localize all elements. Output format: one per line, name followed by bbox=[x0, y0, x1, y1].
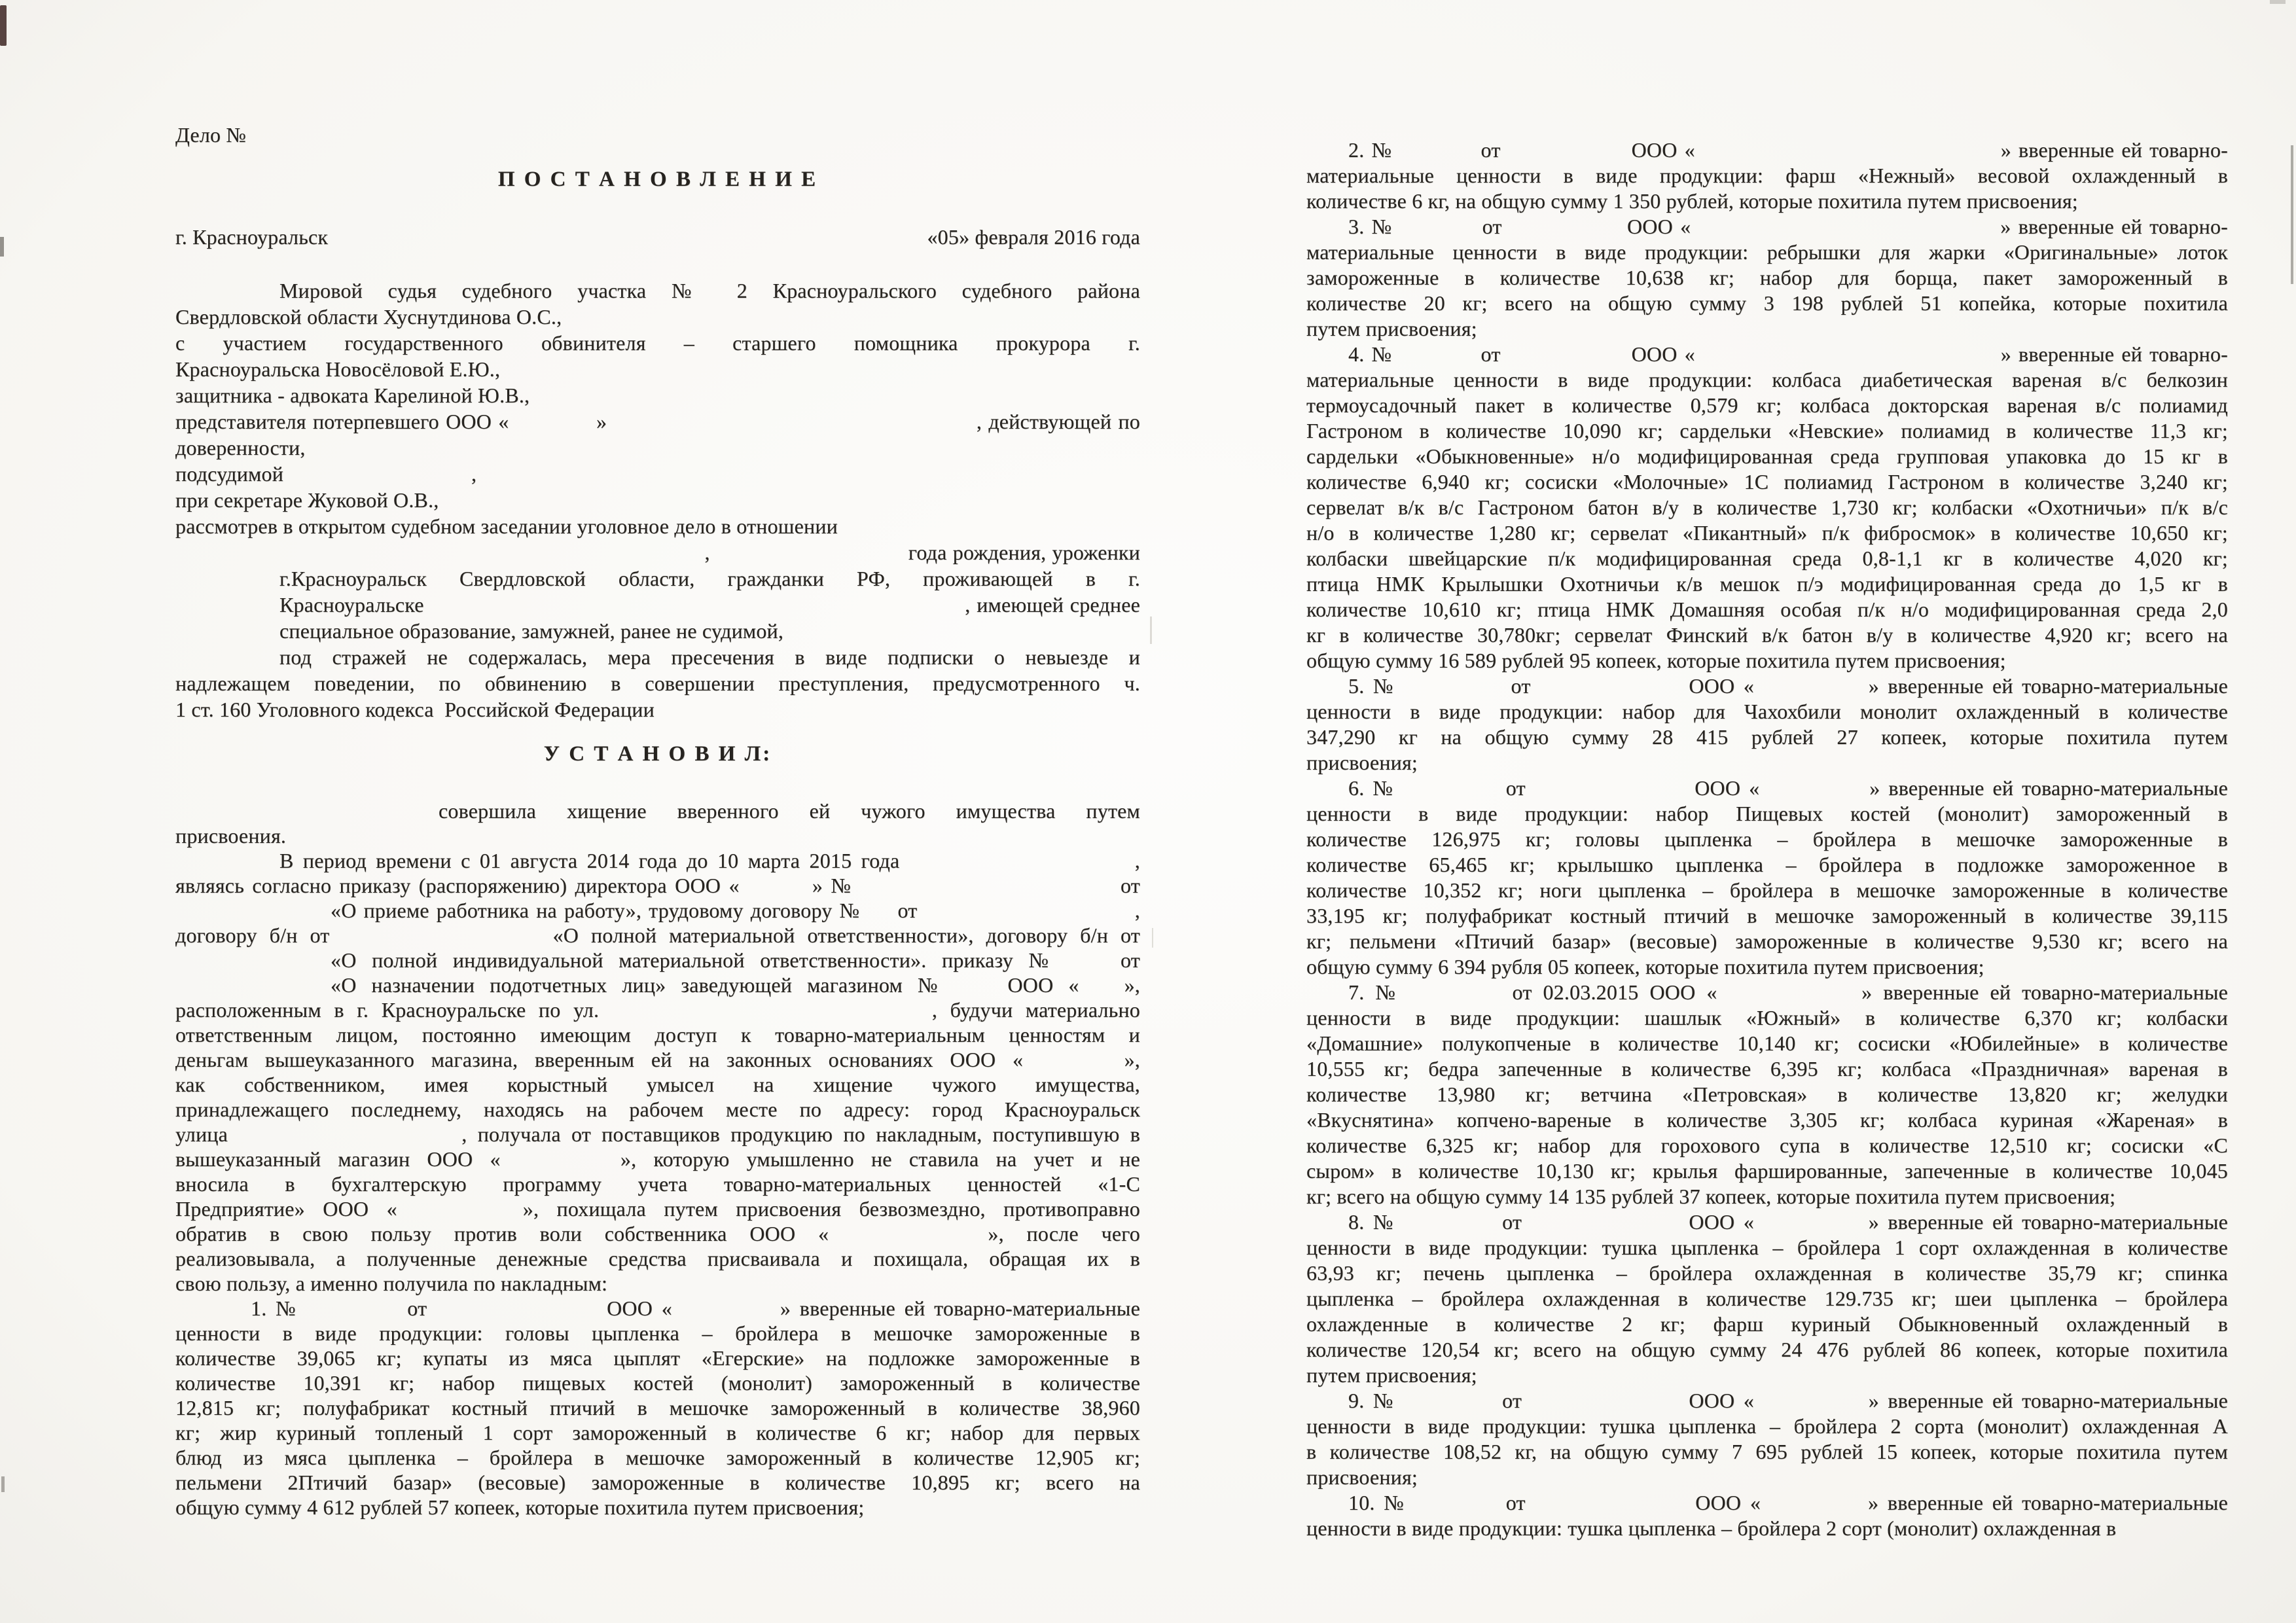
text-line: обратив в свою пользу против воли собственника ООО « », после чего bbox=[175, 1222, 1140, 1245]
text-line: кг в количестве 30,780кг; сервелат Финский в/к батон в/у в количестве 4,920 кг; всего на bbox=[1306, 623, 2228, 647]
text-line: расположенным в г. Красноуральске по ул. , будучи материально bbox=[175, 998, 1140, 1022]
scan-artifact-fold bbox=[1152, 928, 1153, 948]
text-line: общую сумму 6 394 рубля 05 копеек, которые похитила путем присвоения; bbox=[1306, 955, 1984, 978]
text-line: Гастроном в количестве 10,090 кг; сардельки «Невские» полиамид в количестве 11,3 кг; bbox=[1306, 419, 2228, 442]
place-label: г. Красноуральск bbox=[175, 225, 329, 249]
text-line: количестве 10,391 кг; набор пищевых костей (монолит) замороженный в количестве bbox=[175, 1371, 1140, 1395]
text-line: количестве 13,980 кг; ветчина «Петровская» в количестве 13,820 кг; желудки bbox=[1306, 1082, 2228, 1106]
text-line: 12,815 кг; полуфабрикат костный птичий в мешочке замороженный в количестве 38,960 bbox=[175, 1396, 1140, 1419]
text-line: Красноуральске , имеющей среднее bbox=[279, 593, 1140, 616]
text-line: блюд из мяса цыпленка – бройлера в мешочке замороженный в количестве 12,905 кг; bbox=[175, 1446, 1140, 1469]
text-line: «О назначении подотчетных лиц» заведующей магазином № ООО « », bbox=[331, 973, 1140, 997]
text-line: ценности в виде продукции: набор Пищевых костей (монолит) замороженный в bbox=[1306, 802, 2228, 825]
text-line: н/о в количестве 1,280 кг; сервелат «Пикантный» п/к фибросмок» в количестве 10,650 кг; bbox=[1306, 521, 2228, 544]
scan-artifact-left-mid bbox=[0, 237, 4, 257]
text-line: деньгам вышеуказанного магазина, вверенным ей на законных основаниях ООО « », bbox=[175, 1048, 1140, 1071]
scan-artifact-right-edge bbox=[2291, 145, 2293, 284]
text-line: г.Красноуральск Свердловской области, гражданки РФ, проживающей в г. bbox=[279, 567, 1140, 590]
scan-artifact-top-right bbox=[2270, 0, 2286, 4]
text-line: ценности в виде продукции: тушка цыпленка – бройлера 1 сорт охлажденная в количестве bbox=[1306, 1236, 2228, 1259]
text-line: термоусадочный пакет в количестве 0,579 кг; колбаса докторская вареная в/с полиамид bbox=[1306, 393, 2228, 417]
text-line: при секретаре Жуковой О.В., bbox=[175, 488, 439, 512]
text-line: ценности в виде продукции: головы цыпленка – бройлера в мешочке замороженные в bbox=[175, 1321, 1140, 1345]
text-line: ценности в виде продукции: тушка цыпленка – бройлера 2 сорта (монолит) охлажденная А bbox=[1306, 1414, 2228, 1438]
text-line: количестве 20 кг; всего на общую сумму 3 198 рублей 51 копейка, которые похитила bbox=[1306, 291, 2228, 315]
page-left-lines bbox=[175, 122, 1140, 1520]
text-line: материальные ценности в виде продукции: колбаса диабетическая вареная в/с белкозин bbox=[1306, 368, 2228, 391]
text-line: реализовывала, а полученные денежные средства присваивала и похищала, обращая их в bbox=[175, 1247, 1140, 1270]
text-line: вышеуказанный магазин ООО « », которую умышленно не ставила на учет и не bbox=[175, 1147, 1140, 1171]
text-line: количестве 10,352 кг; ноги цыпленка – бройлера в мешочке замороженные в количестве bbox=[1306, 878, 2228, 902]
invoice-item-9: 9. № от ООО « » вверенные ей товарно-материальные bbox=[1348, 1389, 2228, 1412]
invoice-item-7: 7. № от 02.03.2015 ООО « » вверенные ей товарно-материальные bbox=[1348, 980, 2228, 1004]
place-date-line bbox=[175, 224, 1140, 250]
invoice-item-2: 2. № от ООО « » вверенные ей товарно- bbox=[1348, 138, 2228, 162]
invoice-item-1: 1. № от ООО « » вверенные ей товарно-материальные bbox=[251, 1296, 1140, 1320]
text-line: количестве 126,975 кг; головы цыпленка – бройлера в мешочке замороженные в bbox=[1306, 827, 2228, 851]
invoice-item-5: 5. № от ООО « » вверенные ей товарно-материальные bbox=[1348, 674, 2228, 698]
text-line: свою пользу, а именно получила по накладным: bbox=[175, 1272, 608, 1295]
page-right-lines bbox=[1306, 137, 2228, 1541]
text-line: 347,290 кг на общую сумму 28 415 рублей 27 копеек, которые похитила путем bbox=[1306, 725, 2228, 749]
text-line: «О полной индивидуальной материальной ответственности». приказу № от bbox=[331, 948, 1140, 972]
text-line: сыром» в количестве 10,130 кг; крылья фаршированные, запеченные в количестве 10,045 bbox=[1306, 1159, 2228, 1183]
text-line: принадлежащего последнему, находясь на рабочем месте по адресу: город Красноуральск bbox=[175, 1097, 1140, 1121]
text-line: 1 ст. 160 Уголовного кодекса Российской Федерации bbox=[175, 698, 655, 721]
invoice-item-4: 4. № от ООО « » вверенные ей товарно- bbox=[1348, 342, 2228, 366]
text-line: замороженные в количестве 10,638 кг; набор для борща, пакет замороженный в bbox=[1306, 266, 2228, 289]
text-line: сервелат в/к в/с Гастроном батон в/у в количестве 1,730 кг; колбаски «Охотничьи» п/к в/с bbox=[1306, 495, 2228, 519]
document-title: П О С Т А Н О В Л Е Н И Е bbox=[497, 168, 818, 191]
text-line: «Вкуснятина» копчено-вареные в количестве 3,305 кг; колбаса куриная «Жареная» в bbox=[1306, 1108, 2228, 1132]
date-label: «05» февраля 2016 года bbox=[927, 225, 1140, 249]
page-right bbox=[1306, 137, 2228, 1541]
page-left bbox=[175, 122, 1140, 1520]
text-line: в количестве 108,52 кг, на общую сумму 7 695 рублей 15 копеек, которые похитила путем bbox=[1306, 1440, 2228, 1463]
text-line: «О приеме работника на работу», трудовому договору № от , bbox=[331, 899, 1140, 922]
text-line: , года рождения, уроженки bbox=[175, 541, 1140, 564]
text-line: являясь согласно приказу (распоряжению) директора ООО « » № от bbox=[175, 874, 1140, 897]
text-line: под стражей не содержалась, мера пресечения в виде подписки о невыезде и bbox=[279, 645, 1140, 669]
text-line: доверенности, bbox=[175, 436, 306, 459]
text-line: количестве 39,065 кг; купаты из мяса цыплят «Егерские» на подложке замороженные в bbox=[175, 1346, 1140, 1370]
text-line: рассмотрев в открытом судебном заседании уголовное дело в отношении bbox=[175, 514, 838, 538]
text-line: 63,93 кг; печень цыпленка – бройлера охлажденная в количестве 35,79 кг; спинка bbox=[1306, 1261, 2228, 1285]
text-line: В период времени с 01 августа 2014 года до 10 марта 2015 года , bbox=[279, 849, 1140, 872]
text-line: специальное образование, замужней, ранее не судимой, bbox=[279, 619, 784, 643]
text-line: количестве 6,325 кг; набор для горохового супа в количестве 12,510 кг; сосиски «С bbox=[1306, 1133, 2228, 1157]
text-line: Предприятие» ООО « », похищала путем присвоения безвозмездно, противоправно bbox=[175, 1197, 1140, 1221]
invoice-item-6: 6. № от ООО « » вверенные ей товарно-материальные bbox=[1348, 776, 2228, 800]
text-line: количестве 6 кг, на общую сумму 1 350 рублей, которые похитила путем присвоения; bbox=[1306, 189, 2078, 213]
text-line: защитника - адвоката Карелиной Ю.В., bbox=[175, 383, 530, 407]
scan-artifact-left-bottom bbox=[1, 1476, 5, 1492]
invoice-item-10: 10. № от ООО « » вверенные ей товарно-материальные bbox=[1348, 1491, 2228, 1514]
text-line: присвоения; bbox=[1306, 1465, 1418, 1489]
text-line: ответственным лицом, постоянно имеющим доступ к товарно-материальным ценностям и bbox=[175, 1023, 1140, 1046]
scan-artifact-fold bbox=[1150, 616, 1152, 644]
text-line: Красноуральска Новосёловой Е.Ю., bbox=[175, 357, 501, 381]
text-line: надлежащем поведении, по обвинению в совершении преступления, предусмотренного ч. bbox=[175, 671, 1140, 695]
text-line: количестве 120,54 кг; всего на общую сумму 24 476 рублей 86 копеек, которые похитила bbox=[1306, 1338, 2228, 1361]
text-line: присвоения. bbox=[175, 824, 287, 847]
text-line: цыпленка – бройлера охлажденная в количестве 129.735 кг; шеи цыпленка – бройлера bbox=[1306, 1287, 2228, 1310]
text-line: материальные ценности в виде продукции: фарш «Нежный» весовой охлажденный в bbox=[1306, 164, 2228, 187]
text-line: ценности в виде продукции: шашлык «Южный» в количестве 6,370 кг; колбаски bbox=[1306, 1006, 2228, 1029]
text-line: количестве 10,610 кг; птица НМК Домашняя особая п/к н/о модифицированная среда 2,0 bbox=[1306, 597, 2228, 621]
invoice-item-8: 8. № от ООО « » вверенные ей товарно-материальные bbox=[1348, 1210, 2228, 1234]
text-line: договору б/н от «О полной материальной ответственности», договору б/н от bbox=[175, 923, 1140, 947]
text-line: пельмени 2Птичий базар» (весовые) замороженные в количестве 10,895 кг; всего на bbox=[175, 1471, 1140, 1494]
invoice-item-3: 3. № от ООО « » вверенные ей товарно- bbox=[1348, 215, 2228, 238]
text-line: кг; пельмени «Птичий базар» (весовые) замороженные в количестве 9,530 кг; всего на bbox=[1306, 929, 2228, 953]
text-line: 10,555 кг; бедра запеченные в количестве 6,395 кг; колбаса «Праздничная» вареная в bbox=[1306, 1057, 2228, 1080]
text-line: с участием государственного обвинителя – старшего помощника прокурора г. bbox=[175, 331, 1140, 355]
text-line: количестве 65,465 кг; крылышко цыпленка – бройлера в подложке замороженное в bbox=[1306, 853, 2228, 876]
text-line: ценности в виде продукции: набор для Чахохбили монолит охлажденный в количестве bbox=[1306, 700, 2228, 723]
text-line: кг; всего на общую сумму 14 135 рублей 37 копеек, которые похитила путем присвоения; bbox=[1306, 1185, 2116, 1208]
text-line: кг; жир куриный топленый 1 сорт замороженный в количестве 6 кг; набор для первых bbox=[175, 1421, 1140, 1444]
text-line: сардельки «Обыкновенные» н/о модифицированная среда групповая упаковка до 15 кг в bbox=[1306, 444, 2228, 468]
text-line: «Домашние» полукопченые в количестве 10,140 кг; сосиски «Юбилейные» в количестве bbox=[1306, 1031, 2228, 1055]
text-line: 33,195 кг; полуфабрикат костный птичий в мешочке замороженный в количестве 39,115 bbox=[1306, 904, 2228, 927]
text-line: присвоения; bbox=[1306, 751, 1418, 774]
text-line: вносила в бухгалтерскую программу учета товарно-материальных ценностей «1-С bbox=[175, 1172, 1140, 1196]
text-line: общую сумму 4 612 рублей 57 копеек, которые похитила путем присвоения; bbox=[175, 1495, 865, 1519]
text-line: подсудимой , bbox=[175, 462, 477, 486]
text-line: общую сумму 16 589 рублей 95 копеек, которые похитила путем присвоения; bbox=[1306, 649, 2006, 672]
text-line: колбаски швейцарские п/к модифицированная среда 0,8-1,1 кг в количестве 4,020 кг; bbox=[1306, 546, 2228, 570]
text-line: ценности в виде продукции: тушка цыпленка – бройлера 2 сорт (монолит) охлажденная в bbox=[1306, 1516, 2117, 1540]
text-line: как собственником, имея корыстный умысел на хищение чужого имущества, bbox=[175, 1073, 1140, 1096]
text-line: количестве 6,940 кг; сосиски «Молочные» 1С полиамид Гастроном в количестве 3,240 кг; bbox=[1306, 470, 2228, 493]
text-line: охлажденные в количестве 2 кг; фарш куриный Обыкновенный охлажденный в bbox=[1306, 1312, 2228, 1336]
ustanovil-heading: У С Т А Н О В И Л: bbox=[543, 742, 772, 766]
text-line: птица НМК Крылышки Охотничьи к/в мешок п/э модифицированная среда до 1,5 кг в bbox=[1306, 572, 2228, 596]
scan-artifact-left-top bbox=[0, 5, 7, 46]
court-intro-line: Мировой судья судебного участка № 2 Красноуральского судебного района bbox=[279, 279, 1140, 302]
text-line: улица , получала от поставщиков продукцию по накладным, поступившую в bbox=[175, 1122, 1140, 1146]
text-line: путем присвоения; bbox=[1306, 317, 1477, 340]
text-line: совершила хищение вверенного ей чужого имущества путем bbox=[439, 799, 1140, 823]
text-line: Свердловской области Хуснутдинова О.С., bbox=[175, 305, 562, 329]
text-line: путем присвоения; bbox=[1306, 1363, 1477, 1387]
case-number-label: Дело № bbox=[175, 123, 247, 147]
text-line: материальные ценности в виде продукции: ребрышки для жарки «Оригинальные» лоток bbox=[1306, 240, 2228, 264]
text-line: представителя потерпевшего ООО « » , действующей по bbox=[175, 410, 1140, 433]
